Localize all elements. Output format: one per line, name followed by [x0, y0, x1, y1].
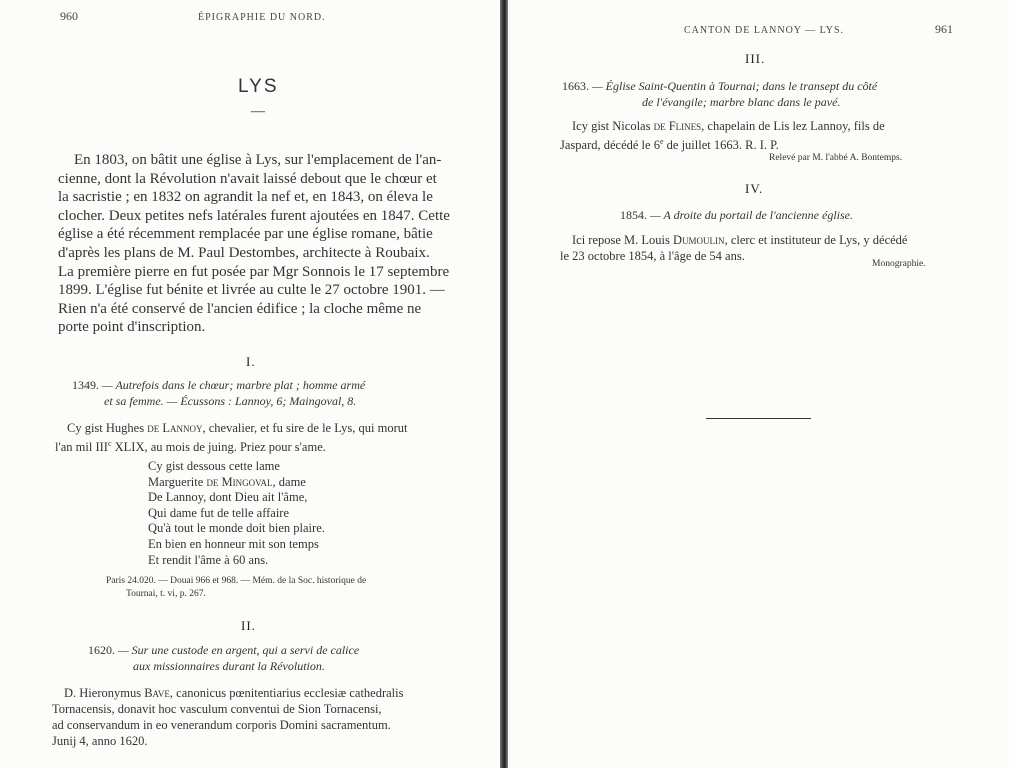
end-rule [706, 418, 811, 419]
inscription-text [560, 118, 885, 153]
source-line: Tournai, t. vi, p. 267. [126, 589, 206, 599]
verse-line: Cy gist dessous cette lame [148, 459, 280, 473]
verse-line: Qu'à tout le monde doit bien plaire. [148, 521, 325, 536]
small-caps-name: Dumoulin [673, 233, 725, 247]
intro-line: d'après les plans de M. Paul Destombes, architecte à Roubaix. [58, 244, 430, 261]
entry-description-cont: et sa femme. — Écussons : Lannoy, 6; Maingoval, 8. [104, 394, 357, 408]
intro-line: 1899. L'église fut bénite et livrée au culte le 27 octobre 1901. — [58, 282, 445, 299]
entry-heading [620, 207, 853, 223]
section-numeral: III. [745, 51, 766, 66]
intro-line: église a été récemment remplacée par une église romane, bâtie [58, 226, 433, 243]
inscription-line: Tornacensis, donavit hoc vasculum conventui de Sion Tornacensi, [52, 702, 382, 716]
inscription-line: Cy gist Hughes de Lannoy, chevalier, et fu sire de le Lys, qui morut [67, 421, 408, 435]
left-page [0, 0, 500, 768]
inscription-line: Ici repose M. Louis Dumoulin, clerc et instituteur de Lys, y décédé [572, 233, 908, 247]
intro-line: porte point d'inscription. [58, 319, 206, 336]
page-title: LYS [238, 76, 279, 97]
title-dash: — [251, 104, 265, 119]
entry-year: 1349. [72, 378, 99, 392]
small-caps-name: de Flines [653, 119, 702, 133]
entry-year: 1663. [562, 79, 589, 93]
inscription-text [55, 420, 407, 455]
small-caps-name: Bave [144, 686, 170, 700]
intro-line: la sacristie ; en 1832 on agrandit la nef et, en 1843, on éleva le [58, 189, 433, 206]
verse-line: En bien en honneur mit son temps [148, 536, 319, 551]
running-head: CANTON DE LANNOY — LYS. [684, 25, 845, 36]
intro-line: La première pierre en fut posée par Mgr Sonnois le 17 septembre [58, 263, 450, 280]
intro-line: Rien n'a été conservé de l'ancien édifice ; la cloche même ne [58, 300, 422, 317]
entry-description-cont: de l'évangile; marbre blanc dans le pavé. [642, 95, 841, 109]
inscription-line: ad conservandum in eo venerandum corporis Domini sacramentum. [52, 718, 391, 732]
inscription-text [52, 685, 404, 749]
entry-description-cont: aux missionnaires durant la Révolution. [133, 659, 325, 673]
section-numeral: II. [241, 618, 256, 633]
inscription-line: le 23 octobre 1854, à l'âge de 54 ans. [560, 249, 745, 263]
inscription-line: D. Hieronymus Bave, canonicus pœnitentiarius ecclesiæ cathedralis [64, 686, 404, 700]
verse-line: De Lannoy, dont Dieu ait l'âme, [148, 490, 308, 505]
verse-line: Marguerite de Mingoval, dame [148, 474, 306, 489]
entry-year: 1854. [620, 208, 647, 222]
section-numeral: I. [246, 354, 256, 369]
source-citation [106, 575, 366, 601]
intro-line: clocher. Deux petites nefs latérales furent ajoutées en 1847. Cette [58, 207, 450, 224]
page-number: 961 [935, 22, 953, 36]
entry-description: — Église Saint-Quentin à Tournai; dans le transept du côté [592, 79, 878, 93]
running-head: ÉPIGRAPHIE DU NORD. [198, 12, 326, 23]
entry-heading [562, 78, 877, 110]
entry-description: — Autrefois dans le chœur; marbre plat ; homme armé [102, 378, 366, 392]
page-number: 960 [60, 9, 78, 23]
right-page [510, 0, 1009, 768]
inscription-line: Junij 4, anno 1620. [52, 734, 148, 748]
entry-description: — A droite du portail de l'ancienne église. [650, 208, 853, 222]
entry-heading [88, 642, 359, 674]
inscription-verse [148, 459, 325, 568]
inscription-line: l'an mil III$^c$ XLIX, au mois de juing. Priez pour s'ame. [55, 439, 326, 455]
section-numeral: IV. [745, 181, 764, 196]
inscription-line: Icy gist Nicolas de Flines, chapelain de Lis lez Lannoy, fils de [572, 119, 885, 133]
verse-line: Et rendit l'âme à 60 ans. [148, 552, 269, 567]
intro-paragraph [58, 151, 450, 337]
small-caps-name: de Mingoval [206, 474, 273, 489]
book-gutter [500, 0, 508, 768]
verse-line: Qui dame fut de telle affaire [148, 505, 290, 520]
small-caps-name: de Lannoy [147, 421, 203, 435]
entry-heading [72, 377, 365, 409]
inscription-text [560, 232, 907, 264]
intro-line: En 1803, on bâtit une église à Lys, sur l'emplacement de l'an- [74, 152, 442, 168]
source-citation: Relevé par M. l'abbé A. Bontemps. [769, 153, 903, 163]
entry-description: — Sur une custode en argent, qui a servi de calice [118, 643, 360, 657]
inscription-line: Jaspard, décédé le 6e de juillet 1663. R. I. P. [560, 137, 779, 153]
intro-line: cienne, dont la Révolution n'avait laissé debout que le chœur et [58, 170, 437, 187]
source-line: Paris 24.020. — Douai 966 et 968. — Mém. de la Soc. historique de [106, 576, 367, 586]
entry-year: 1620. [88, 643, 115, 657]
source-citation: Monographie. [872, 259, 926, 269]
